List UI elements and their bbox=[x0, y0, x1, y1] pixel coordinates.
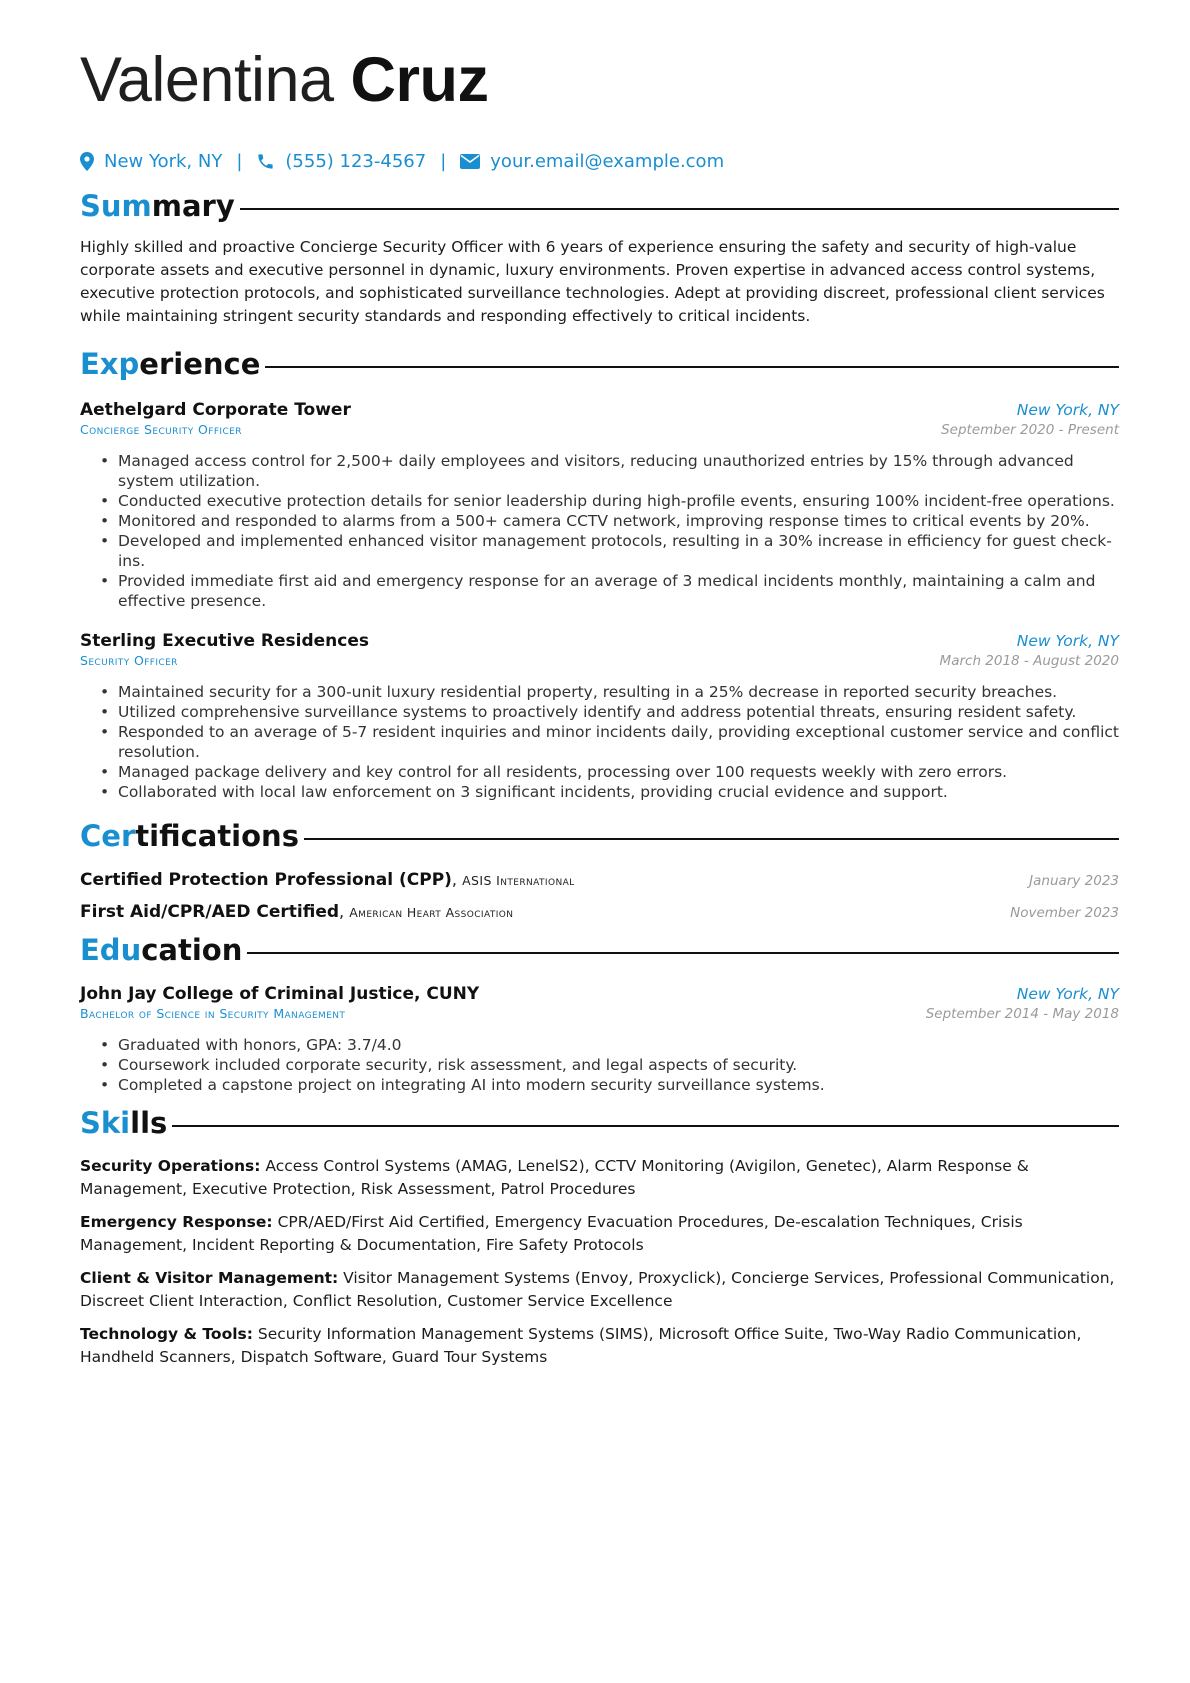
section-title: Experience bbox=[80, 347, 261, 381]
list-item: • Conducted executive protection details for senior leadership during high-profile events, ensuring 100% incident-free operations. bbox=[118, 491, 1119, 511]
contact-separator: | bbox=[440, 150, 447, 172]
list-item: • Managed access control for 2,500+ daily employees and visitors, reducing unauthorized entries by 15% through advanced system utilization. bbox=[118, 451, 1119, 491]
skill-group bbox=[80, 1267, 1119, 1313]
section-title: Education bbox=[80, 933, 243, 967]
skill-group bbox=[80, 1155, 1119, 1201]
certification-date: January 2023 bbox=[1029, 873, 1119, 889]
achievement-list bbox=[80, 451, 1119, 611]
section-heading-experience bbox=[80, 344, 1119, 384]
skill-group-label: Client & Visitor Management: bbox=[80, 1269, 339, 1287]
phone-icon bbox=[256, 152, 275, 171]
list-item: • Provided immediate first aid and emergency response for an average of 3 medical incidents monthly, maintaining a calm and effective presence. bbox=[118, 571, 1119, 611]
location-text: New York, NY bbox=[104, 150, 223, 172]
skill-group-text: Access Control Systems (AMAG, LenelS2), CCTV Monitoring (Avigilon, Genetec), Alarm Response & Management, Executive Protection, Risk Assessment, Patrol Procedures bbox=[80, 1157, 1029, 1198]
skill-group-label: Technology & Tools: bbox=[80, 1325, 253, 1343]
certification-date: November 2023 bbox=[1010, 905, 1119, 921]
employer-name: Aethelgard Corporate Tower bbox=[80, 400, 351, 420]
job-location: New York, NY bbox=[1016, 632, 1119, 650]
section-rule bbox=[265, 366, 1119, 368]
list-item: • Managed package delivery and key control for all residents, processing over 100 requests weekly with zero errors. bbox=[118, 762, 1119, 782]
education-entry bbox=[80, 984, 1119, 1095]
skill-group-label: Security Operations: bbox=[80, 1157, 261, 1175]
section-title: Certifications bbox=[80, 819, 299, 853]
map-pin-icon bbox=[80, 152, 94, 171]
list-item: • Utilized comprehensive surveillance systems to proactively identify and address potential threats, ensuring resident safety. bbox=[118, 702, 1119, 722]
section-heading-skills bbox=[80, 1103, 1119, 1143]
first-name: Valentina bbox=[80, 45, 334, 115]
resume-page bbox=[80, 30, 1119, 1369]
job-dates: March 2018 - August 2020 bbox=[939, 653, 1119, 669]
certification-name: Certified Protection Professional (CPP) bbox=[80, 870, 452, 890]
experience-entry bbox=[80, 631, 1119, 802]
education-dates: September 2014 - May 2018 bbox=[925, 1006, 1119, 1022]
list-item: • Monitored and responded to alarms from a 500+ camera CCTV network, improving response times to critical events by 20%. bbox=[118, 511, 1119, 531]
job-location: New York, NY bbox=[1016, 401, 1119, 419]
school-location: New York, NY bbox=[1016, 985, 1119, 1003]
section-title: Summary bbox=[80, 189, 235, 223]
list-item: • Collaborated with local law enforcement on 3 significant incidents, providing crucial evidence and support. bbox=[118, 782, 1119, 802]
skill-group bbox=[80, 1323, 1119, 1369]
achievement-list bbox=[80, 682, 1119, 802]
school-name: John Jay College of Criminal Justice, CUNY bbox=[80, 984, 480, 1004]
last-name: Cruz bbox=[350, 45, 489, 115]
summary-paragraph: Highly skilled and proactive Concierge Security Officer with 6 years of experience ensuring the safety and security of high-value corporate assets and executive personnel in dynamic, luxury environments. Proven expertise in advanced access control systems, executive protection protocols, and sophisticated surveillance technologies. Adept at providing discreet, professional client services while maintaining stringent security standards and responding effectively to critical incidents. bbox=[80, 238, 1105, 325]
skill-group-text: Security Information Management Systems (SIMS), Microsoft Office Suite, Two-Way Radio Communication, Handheld Scanners, Dispatch Software, Guard Tour Systems bbox=[80, 1325, 1082, 1366]
job-title: Security Officer bbox=[80, 653, 178, 668]
section-rule bbox=[304, 838, 1119, 840]
skill-group bbox=[80, 1211, 1119, 1257]
section-rule bbox=[172, 1125, 1119, 1127]
certification-issuer: American Heart Association bbox=[349, 905, 514, 920]
section-rule bbox=[240, 208, 1119, 210]
section-title: Skills bbox=[80, 1106, 168, 1140]
certification-entry: Certified Protection Professional (CPP), ASIS International January 2023 bbox=[80, 870, 1119, 890]
list-item: • Graduated with honors, GPA: 3.7/4.0 bbox=[118, 1035, 1119, 1055]
job-dates: September 2020 - Present bbox=[941, 422, 1119, 438]
skill-group-text: CPR/AED/First Aid Certified, Emergency Evacuation Procedures, De-escalation Techniques, Crisis Management, Incident Reporting & Documentation, Fire Safety Protocols bbox=[80, 1213, 1023, 1254]
degree-title: Bachelor of Science in Security Management bbox=[80, 1006, 346, 1021]
email-item[interactable] bbox=[460, 151, 724, 172]
section-heading-summary bbox=[80, 186, 1119, 226]
list-item: • Developed and implemented enhanced visitor management protocols, resulting in a 30% increase in efficiency for guest check-ins. bbox=[118, 531, 1119, 571]
section-heading-education bbox=[80, 930, 1119, 970]
job-title: Concierge Security Officer bbox=[80, 422, 242, 437]
email-link[interactable]: your.email@example.com bbox=[490, 150, 725, 172]
list-item: • Completed a capstone project on integrating AI into modern security surveillance systems. bbox=[118, 1075, 1119, 1095]
certification-name: First Aid/CPR/AED Certified bbox=[80, 902, 340, 922]
list-item: • Maintained security for a 300-unit luxury residential property, resulting in a 25% decrease in reported security breaches. bbox=[118, 682, 1119, 702]
contact-line bbox=[80, 146, 1119, 176]
phone-text: (555) 123-4567 bbox=[285, 150, 427, 172]
skill-group-label: Emergency Response: bbox=[80, 1213, 273, 1231]
section-heading-certifications bbox=[80, 816, 1119, 856]
certification-issuer: ASIS International bbox=[462, 873, 575, 888]
experience-entry bbox=[80, 400, 1119, 611]
certification-entry: First Aid/CPR/AED Certified, American Heart Association November 2023 bbox=[80, 902, 1119, 922]
section-rule bbox=[247, 952, 1119, 954]
location-item bbox=[80, 151, 222, 172]
envelope-icon bbox=[460, 154, 480, 169]
list-item: • Coursework included corporate security, risk assessment, and legal aspects of security. bbox=[118, 1055, 1119, 1075]
contact-separator: | bbox=[236, 150, 243, 172]
candidate-name bbox=[80, 30, 1119, 130]
phone-item bbox=[256, 151, 426, 172]
list-item: • Responded to an average of 5-7 resident inquiries and minor incidents daily, providing exceptional customer service and conflict resolution. bbox=[118, 722, 1119, 762]
education-detail-list bbox=[80, 1035, 1119, 1095]
skill-group-text: Visitor Management Systems (Envoy, Proxyclick), Concierge Services, Professional Communication, Discreet Client Interaction, Conflict Resolution, Customer Service Excellence bbox=[80, 1269, 1115, 1310]
employer-name: Sterling Executive Residences bbox=[80, 631, 369, 651]
